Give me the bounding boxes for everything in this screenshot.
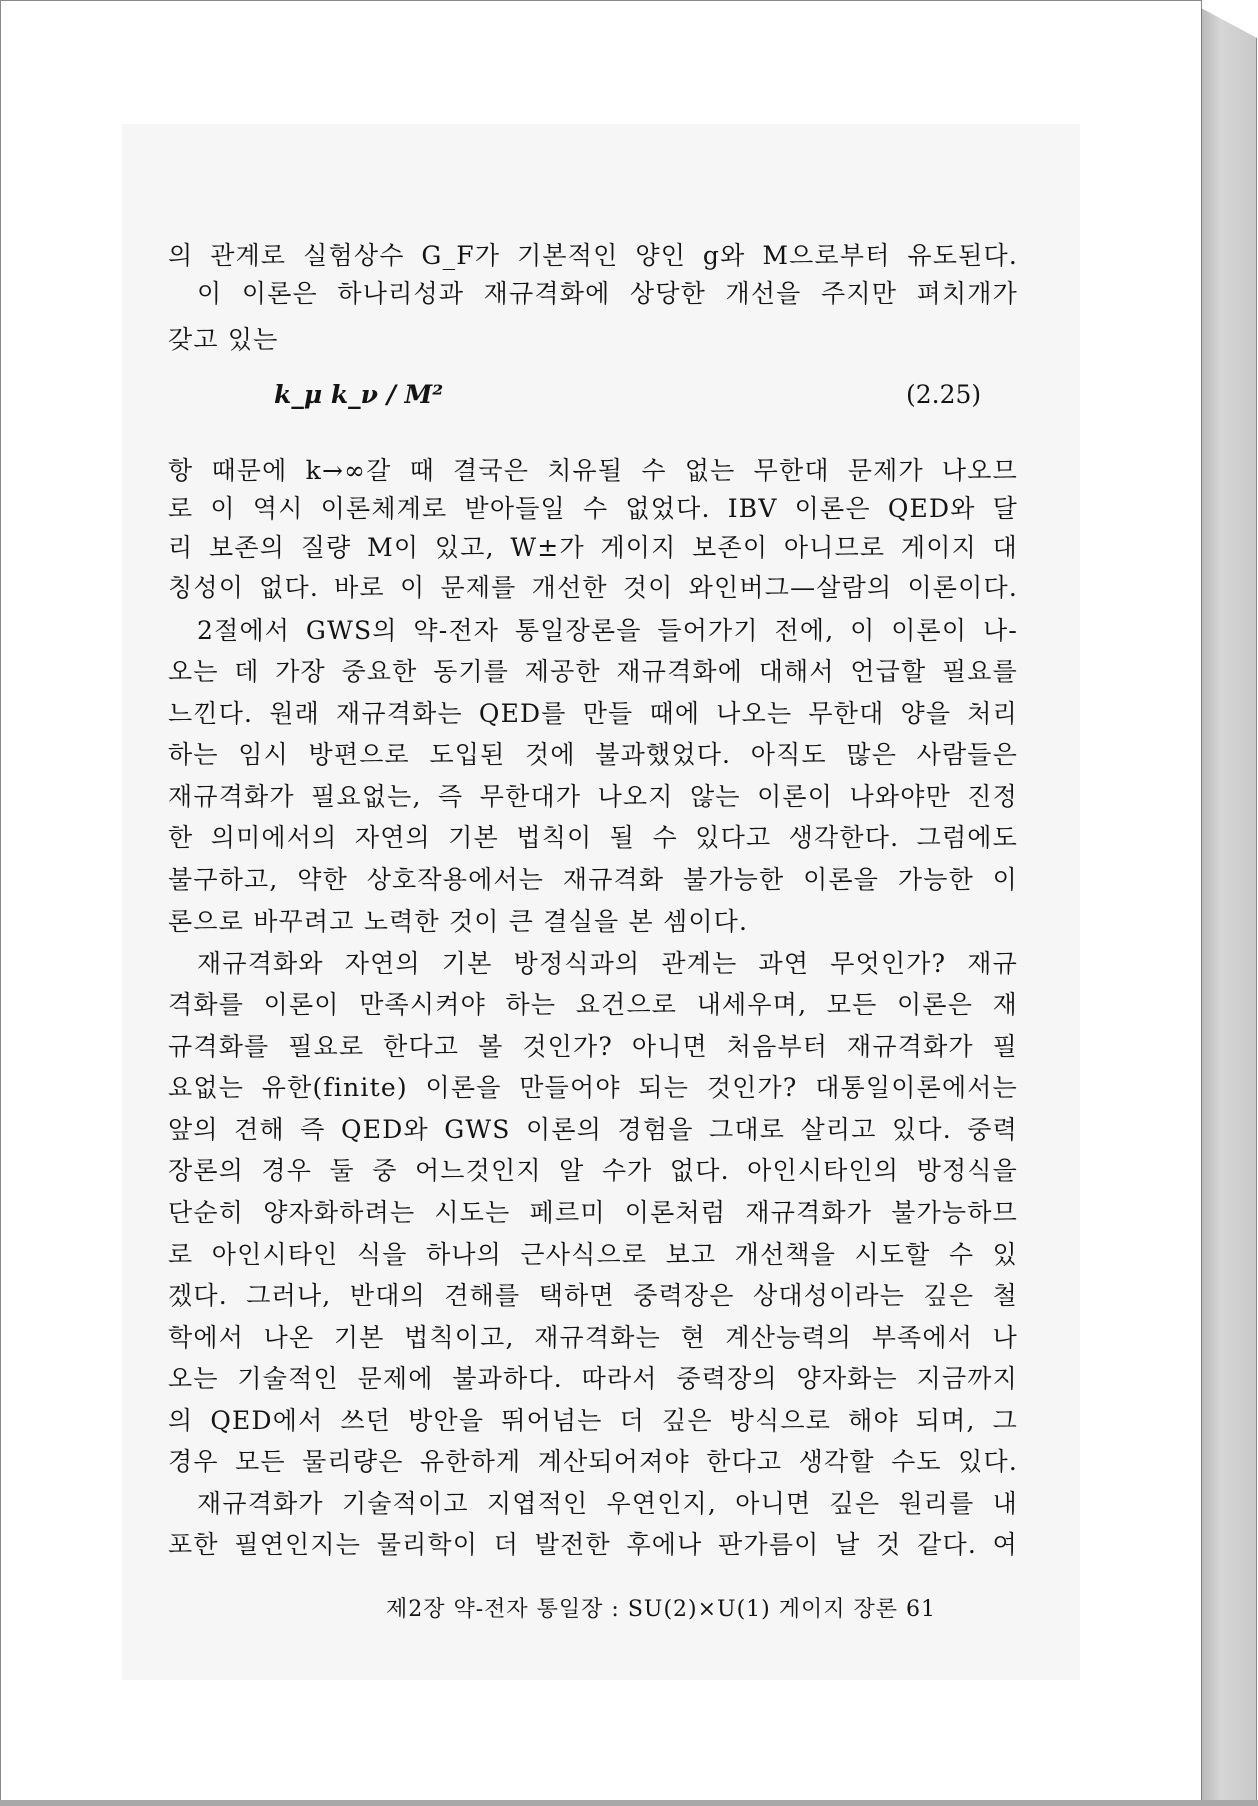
body-line-18: 규격화를 필요로 한다고 볼 것인가? 아니면 처음부터 재규격화가 필 [168,1032,1018,1061]
body-line-2: 이 이론은 하나리성과 재규격화에 상당한 개선을 주지만 펴치개가 [197,279,1018,308]
body-line-13: 한 의미에서의 자연의 기본 법칙이 될 수 있다고 생각한다. 그럼에도 [168,823,1018,852]
body-line-11: 하는 임시 방편으로 도입된 것에 불과했었다. 아직도 많은 사람들은 [168,740,1018,769]
body-line-23: 로 아인시타인 식을 하나의 근사식으로 보고 개선책을 시도할 수 있 [168,1240,1018,1269]
body-line-3: 갖고 있는 [168,325,279,354]
body-line-14: 불구하고, 약한 상호작용에서는 재규격화 불가능한 이론을 가능한 이 [168,865,1018,894]
equation: k_μ k_ν / M² [274,380,444,409]
body-line-22: 단순히 양자화하려는 시도는 페르미 이론처럼 재규격화가 불가능하므 [168,1198,1018,1227]
body-line-17: 격화를 이론이 만족시켜야 하는 요건으로 내세우며, 모든 이론은 재 [168,990,1018,1019]
page-stack-edge [1201,8,1257,1804]
body-line-12: 재규격화가 필요없는, 즉 무한대가 나오지 않는 이론이 나와야만 진정 [168,782,1018,811]
body-line-1: 의 관계로 실험상수 G_F가 기본적인 양인 g와 M으로부터 유도된다. [168,241,1018,270]
body-line-27: 의 QED에서 쓰던 방안을 뛰어넘는 더 깊은 방식으로 해야 되며, 그 [168,1406,1018,1435]
running-footer: 제2장 약-전자 통일장 : SU(2)×U(1) 게이지 장론 61 [386,1597,936,1622]
body-line-9: 오는 데 가장 중요한 동기를 제공한 재규격화에 대해서 언급할 필요를 [168,657,1018,686]
body-line-16: 재규격화와 자연의 기본 방정식과의 관계는 과연 무엇인가? 재규 [197,949,1018,978]
body-line-30: 포한 필연인지는 물리학이 더 발전한 후에나 판가름이 날 것 같다. 여 [168,1530,1018,1559]
body-line-7: 칭성이 없다. 바로 이 문제를 개선한 것이 와인버그—살람의 이론이다. [168,573,1018,602]
body-line-26: 오는 기술적인 문제에 불과하다. 따라서 중력장의 양자화는 지금까지 [168,1364,1018,1393]
page-bottom-edge [0,1800,1258,1806]
body-line-20: 앞의 견해 즉 QED와 GWS 이론의 경험을 그대로 살리고 있다. 중력 [168,1115,1018,1144]
body-line-24: 겠다. 그러나, 반대의 견해를 택하면 중력장은 상대성이라는 깊은 철 [168,1281,1018,1310]
equation-number: (2.25) [906,380,982,409]
body-line-19: 요없는 유한(finite) 이론을 만들어야 되는 것인가? 대통일이론에서는 [168,1073,1018,1102]
body-line-5: 로 이 역시 이론체계로 받아들일 수 없었다. IBV 이론은 QED와 달 [168,494,1018,523]
body-line-6: 리 보존의 질량 M이 있고, W±가 게이지 보존이 아니므로 게이지 대 [168,533,1018,562]
body-line-4: 항 때문에 k→∞갈 때 결국은 치유될 수 없는 무한대 문제가 나오므 [168,456,1018,485]
body-line-10: 느낀다. 원래 재규격화는 QED를 만들 때에 나오는 무한대 양을 처리 [168,699,1018,728]
body-line-25: 학에서 나온 기본 법칙이고, 재규격화는 현 계산능력의 부족에서 나 [168,1323,1018,1352]
body-line-15: 론으로 바꾸려고 노력한 것이 큰 결실을 본 셈이다. [168,907,749,936]
body-line-21: 장론의 경우 둘 중 어느것인지 알 수가 없다. 아인시타인의 방정식을 [168,1156,1018,1185]
body-line-29: 재규격화가 기술적이고 지엽적인 우연인지, 아니면 깊은 원리를 내 [197,1489,1018,1518]
body-line-28: 경우 모든 물리량은 유한하게 계산되어져야 한다고 생각할 수도 있다. [168,1447,1018,1476]
body-line-8: 2절에서 GWS의 약-전자 통일장론을 들어가기 전에, 이 이론이 나- [197,616,1018,645]
